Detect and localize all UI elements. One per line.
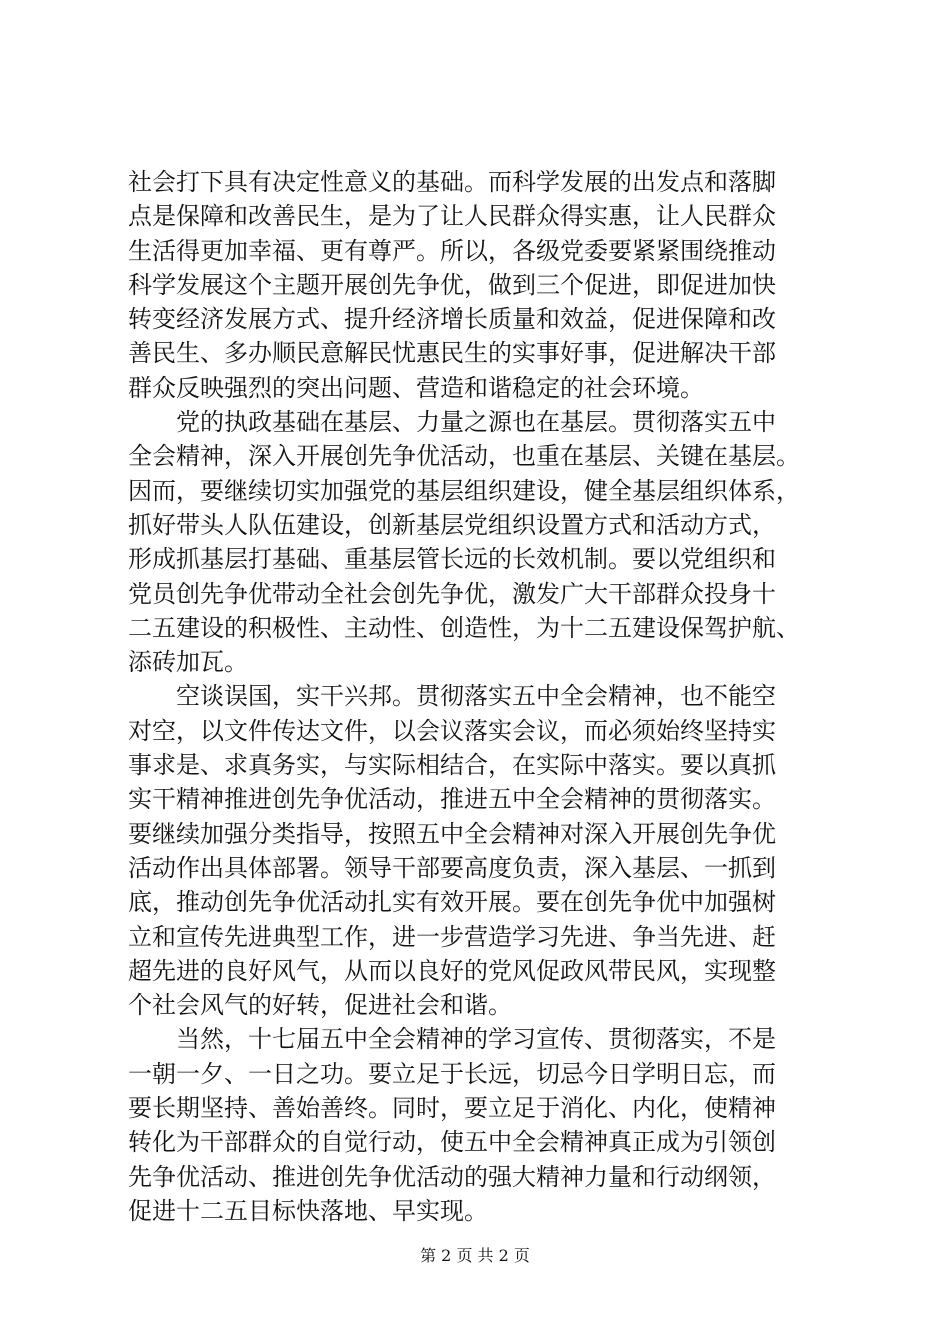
paragraph <box>128 679 838 1022</box>
text-line: 促进十二五目标快落地、早实现。 <box>128 1196 488 1225</box>
text-line: 形成抓基层打基础、重基层管长远的长效机制。要以党组织和 <box>128 545 776 574</box>
text-line: 先争优活动、推进创先争优活动的强大精神力量和行动纲领， <box>128 1162 776 1191</box>
text-line: 科学发展这个主题开展创先争优，做到三个促进，即促进加快 <box>128 270 776 299</box>
text-line: 善民生、多办顺民意解民忧惠民生的实事好事，促进解决干部 <box>128 339 776 368</box>
text-line: 立和宣传先进典型工作，进一步营造学习先进、争当先进、赶 <box>128 922 776 951</box>
text-line: 因而，要继续切实加强党的基层组织建设，健全基层组织体系， <box>128 476 800 505</box>
text-line: 一朝一夕、一日之功。要立足于长远，切忌今日学明日忘，而 <box>128 1059 776 1088</box>
text-line: 生活得更加幸福、更有尊严。所以，各级党委要紧紧围绕推动 <box>128 236 776 265</box>
text-line: 底，推动创先争优活动扎实有效开展。要在创先争优中加强树 <box>128 888 776 917</box>
text-line: 当然，十七届五中全会精神的学习宣传、贯彻落实，不是 <box>176 1025 776 1054</box>
text-line: 添砖加瓦。 <box>128 648 248 677</box>
text-line: 超先进的良好风气，从而以良好的党风促政风带民风，实现整 <box>128 956 776 985</box>
text-line: 二五建设的积极性、主动性、创造性，为十二五建设保驾护航、 <box>128 613 800 642</box>
text-line: 转变经济发展方式、提升经济增长质量和效益，促进保障和改 <box>128 305 776 334</box>
body-text <box>128 165 838 1228</box>
paragraph <box>128 405 838 679</box>
text-line: 空谈误国，实干兴邦。贯彻落实五中全会精神，也不能空 <box>176 682 776 711</box>
page-footer: 第 2 页 共 2 页 <box>420 1246 530 1265</box>
text-line: 事求是、求真务实，与实际相结合，在实际中落实。要以真抓 <box>128 751 776 780</box>
text-line: 实干精神推进创先争优活动，推进五中全会精神的贯彻落实。 <box>128 785 776 814</box>
text-line: 抓好带头人队伍建设，创新基层党组织设置方式和活动方式， <box>128 510 776 539</box>
text-line: 个社会风气的好转，促进社会和谐。 <box>128 991 512 1020</box>
text-line: 群众反映强烈的突出问题、营造和谐稳定的社会环境。 <box>128 373 704 402</box>
text-line: 要长期坚持、善始善终。同时，要立足于消化、内化，使精神 <box>128 1094 776 1123</box>
text-line: 要继续加强分类指导，按照五中全会精神对深入开展创先争优 <box>128 819 776 848</box>
text-line: 点是保障和改善民生，是为了让人民群众得实惠，让人民群众 <box>128 202 776 231</box>
text-line: 转化为干部群众的自觉行动，使五中全会精神真正成为引领创 <box>128 1128 776 1157</box>
text-line: 对空，以文件传达文件，以会议落实会议，而必须始终坚持实 <box>128 716 776 745</box>
text-line: 社会打下具有决定性意义的基础。而科学发展的出发点和落脚 <box>128 168 776 196</box>
paragraph <box>128 165 838 405</box>
text-line: 活动作出具体部署。领导干部要高度负责，深入基层、一抓到 <box>128 853 776 882</box>
paragraph <box>128 1022 838 1228</box>
text-line: 全会精神，深入开展创先争优活动，也重在基层、关键在基层。 <box>128 442 800 471</box>
text-line: 党员创先争优带动全社会创先争优，激发广大干部群众投身十 <box>128 579 776 608</box>
text-line: 党的执政基础在基层、力量之源也在基层。贯彻落实五中 <box>176 408 776 437</box>
